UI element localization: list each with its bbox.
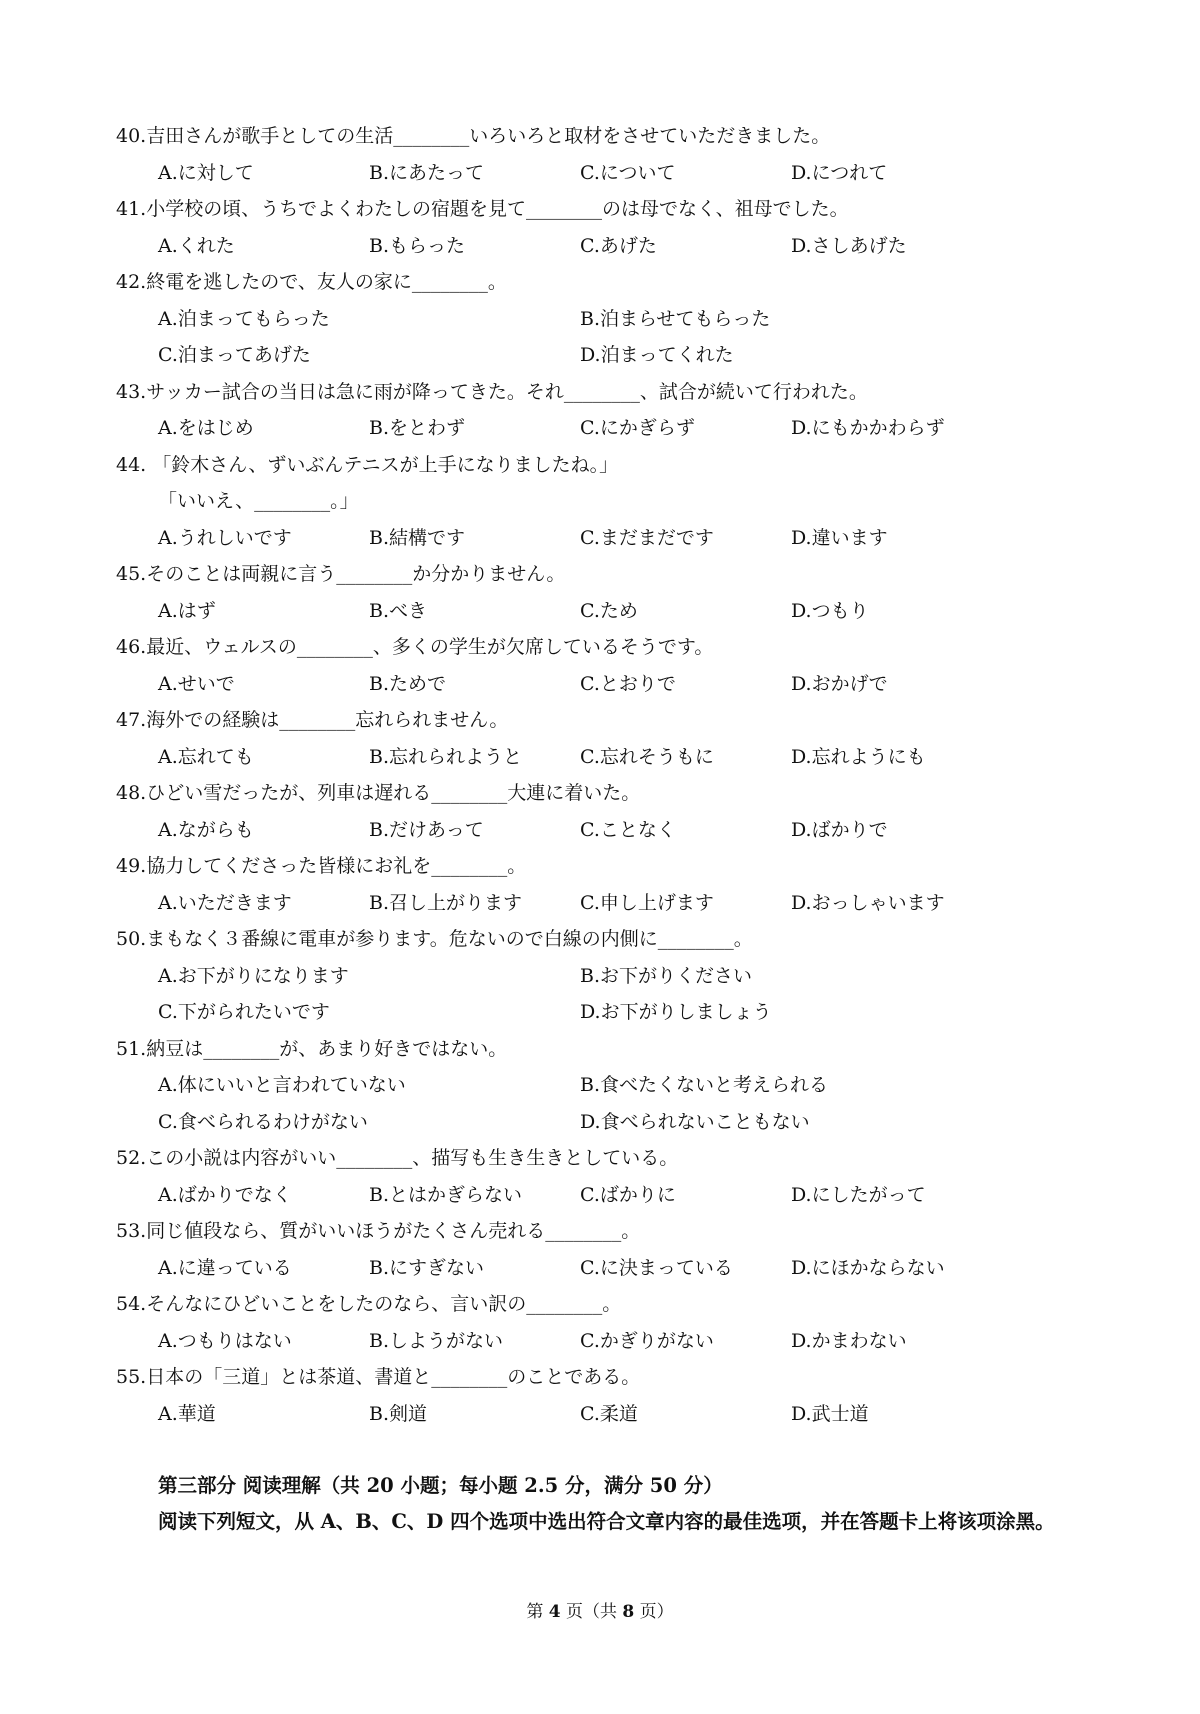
footer-total-pages: 8 [622, 1602, 635, 1622]
footer-page-number: 4 [548, 1602, 561, 1622]
options-row [116, 994, 1116, 1031]
answer-option: B.忘れられようと [369, 745, 523, 768]
answer-option: C.泊まってあげた [158, 344, 311, 366]
answer-option: B.もらった [369, 234, 466, 257]
answer-option: B.泊まらせてもらった [580, 307, 771, 330]
question-stem: 40.吉田さんが歌手としての生活________いろいろと取材をさせていただきました。 [116, 125, 831, 147]
question-stem: 41.小学校の頃、うちでよくわたしの宿題を見て________のは母でなく、祖母でした。 [116, 198, 849, 220]
options-row [116, 739, 1116, 776]
answer-option: C.申し上げます [580, 891, 714, 914]
answer-option: C.かぎりがない [580, 1329, 714, 1352]
question-stem: 42.終電を逃したので、友人の家に________。 [116, 271, 507, 293]
answer-option: C.ことなく [580, 818, 676, 841]
question-continuation: 「いいえ、________。」 [158, 490, 359, 512]
options-row [116, 958, 1116, 995]
answer-option: D.お下がりしましょう [580, 1001, 772, 1023]
options-row [116, 520, 1116, 557]
answer-option: A.はず [158, 599, 216, 622]
answer-option: B.お下がりください [580, 964, 753, 987]
answer-option: D.にしたがって [791, 1183, 926, 1206]
options-row [116, 1104, 1116, 1141]
answer-option: C.食べられるわけがない [158, 1110, 368, 1133]
options-row [116, 1396, 1116, 1433]
question-stem: 53.同じ値段なら、質がいいほうがたくさん売れる________。 [116, 1220, 641, 1242]
options-row [116, 812, 1116, 849]
question-stem: 48.ひどい雪だったが、列車は遅れる________大連に着いた。 [116, 782, 641, 804]
answer-option: D.つもり [791, 599, 869, 622]
answer-option: D.につれて [791, 161, 888, 184]
question-stem: 50.まもなく３番線に電車が参ります。危ないので白線の内側に________。 [116, 928, 753, 950]
answer-option: B.にすぎない [369, 1256, 485, 1279]
answer-option: A.くれた [158, 234, 235, 257]
options-row [116, 593, 1116, 630]
answer-option: B.しようがない [369, 1329, 504, 1352]
answer-option: C.忘れそうもに [580, 745, 714, 768]
section-three [116, 1468, 1106, 1540]
answer-option: C.ばかりに [580, 1183, 676, 1206]
answer-option: D.おっしゃいます [791, 891, 945, 914]
answer-option: A.忘れても [158, 745, 254, 768]
options-row [116, 228, 1116, 265]
question-list [116, 118, 1116, 1432]
question-stem: 44. 「鈴木さん、ずいぶんテニスが上手になりましたね。」 [116, 453, 619, 476]
answer-option: A.に対して [158, 161, 254, 184]
section-instruction: 阅读下列短文，从 A、B、C、D 四个选项中选出符合文章内容的最佳选项，并在答题卡上将该项涂黑。 [158, 1510, 1055, 1533]
answer-option: A.に違っている [158, 1256, 292, 1279]
answer-option: B.剣道 [369, 1402, 428, 1425]
section-title: 第三部分 阅读理解（共 20 小题；每小题 2.5 分，满分 50 分） [158, 1474, 723, 1497]
footer-middle: 页（共 [566, 1602, 617, 1622]
options-row [116, 155, 1116, 192]
options-row [116, 1067, 1116, 1104]
answer-option: D.武士道 [791, 1402, 869, 1425]
answer-option: B.とはかぎらない [369, 1183, 523, 1206]
answer-option: A.をはじめ [158, 417, 254, 439]
answer-option: A.ながらも [158, 818, 254, 841]
options-row [116, 301, 1116, 338]
answer-option: D.ばかりで [791, 818, 888, 841]
answer-option: A.いただきます [158, 891, 292, 914]
answer-option: D.さしあげた [791, 234, 907, 257]
answer-option: A.華道 [158, 1402, 216, 1425]
options-row [116, 1177, 1116, 1214]
options-row [116, 337, 1116, 374]
answer-option: B.べき [369, 599, 428, 622]
answer-option: B.をとわず [369, 417, 466, 439]
question-stem: 43.サッカー試合の当日は急に雨が降ってきた。それ________、試合が続いて行われた。 [116, 380, 868, 403]
question-stem: 47.海外での経験は________忘れられません。 [116, 709, 509, 731]
options-row [116, 1250, 1116, 1287]
answer-option: C.に決まっている [580, 1256, 733, 1279]
answer-option: D.泊まってくれた [580, 344, 734, 366]
answer-option: B.結構です [369, 526, 466, 549]
answer-option: B.ためで [369, 672, 447, 695]
options-row [116, 410, 1116, 447]
answer-option: C.下がられたいです [158, 1001, 330, 1023]
options-row [116, 885, 1116, 922]
options-row [116, 1323, 1116, 1360]
answer-option: A.泊まってもらった [158, 307, 330, 330]
options-row [116, 666, 1116, 703]
answer-option: A.ばかりでなく [158, 1183, 292, 1206]
answer-option: C.とおりで [580, 672, 676, 695]
answer-option: C.について [580, 161, 676, 184]
answer-option: C.まだまだです [580, 526, 714, 549]
answer-option: C.にかぎらず [580, 417, 695, 439]
answer-option: B.だけあって [369, 818, 484, 841]
answer-option: D.違います [791, 526, 888, 549]
answer-option: D.食べられないこともない [580, 1110, 810, 1133]
answer-option: B.にあたって [369, 161, 485, 184]
question-stem: 45.そのことは両親に言う________か分かりません。 [116, 563, 566, 585]
footer-prefix: 第 [526, 1602, 544, 1622]
answer-option: A.せいで [158, 672, 235, 695]
answer-option: B.食べたくないと考えられる [580, 1074, 829, 1096]
answer-option: D.おかげで [791, 672, 888, 695]
answer-option: C.ため [580, 599, 638, 622]
answer-option: B.召し上がります [369, 891, 523, 914]
question-stem: 54.そんなにひどいことをしたのなら、言い訳の________。 [116, 1293, 622, 1315]
answer-option: A.つもりはない [158, 1329, 292, 1352]
page-footer [0, 1597, 1200, 1622]
question-stem: 52.この小説は内容がいい________、描写も生き生きとしている。 [116, 1147, 679, 1169]
question-stem: 49.協力してくださった皆様にお礼を________。 [116, 855, 527, 877]
answer-option: D.かまわない [791, 1329, 907, 1352]
answer-option: A.お下がりになります [158, 964, 349, 987]
footer-suffix: 页） [639, 1602, 674, 1622]
answer-option: D.忘れようにも [791, 745, 926, 768]
question-stem: 51.納豆は________が、あまり好きではない。 [116, 1037, 508, 1060]
answer-option: D.にほかならない [791, 1256, 945, 1279]
answer-option: A.体にいいと言われていない [158, 1074, 406, 1096]
question-stem: 55.日本の「三道」とは茶道、書道と________のことである。 [116, 1366, 641, 1388]
answer-option: D.にもかかわらず [791, 417, 945, 439]
question-stem: 46.最近、ウェルスの________、多くの学生が欠席しているそうです。 [116, 636, 714, 658]
answer-option: C.あげた [580, 234, 657, 257]
answer-option: C.柔道 [580, 1402, 638, 1425]
answer-option: A.うれしいです [158, 526, 292, 549]
